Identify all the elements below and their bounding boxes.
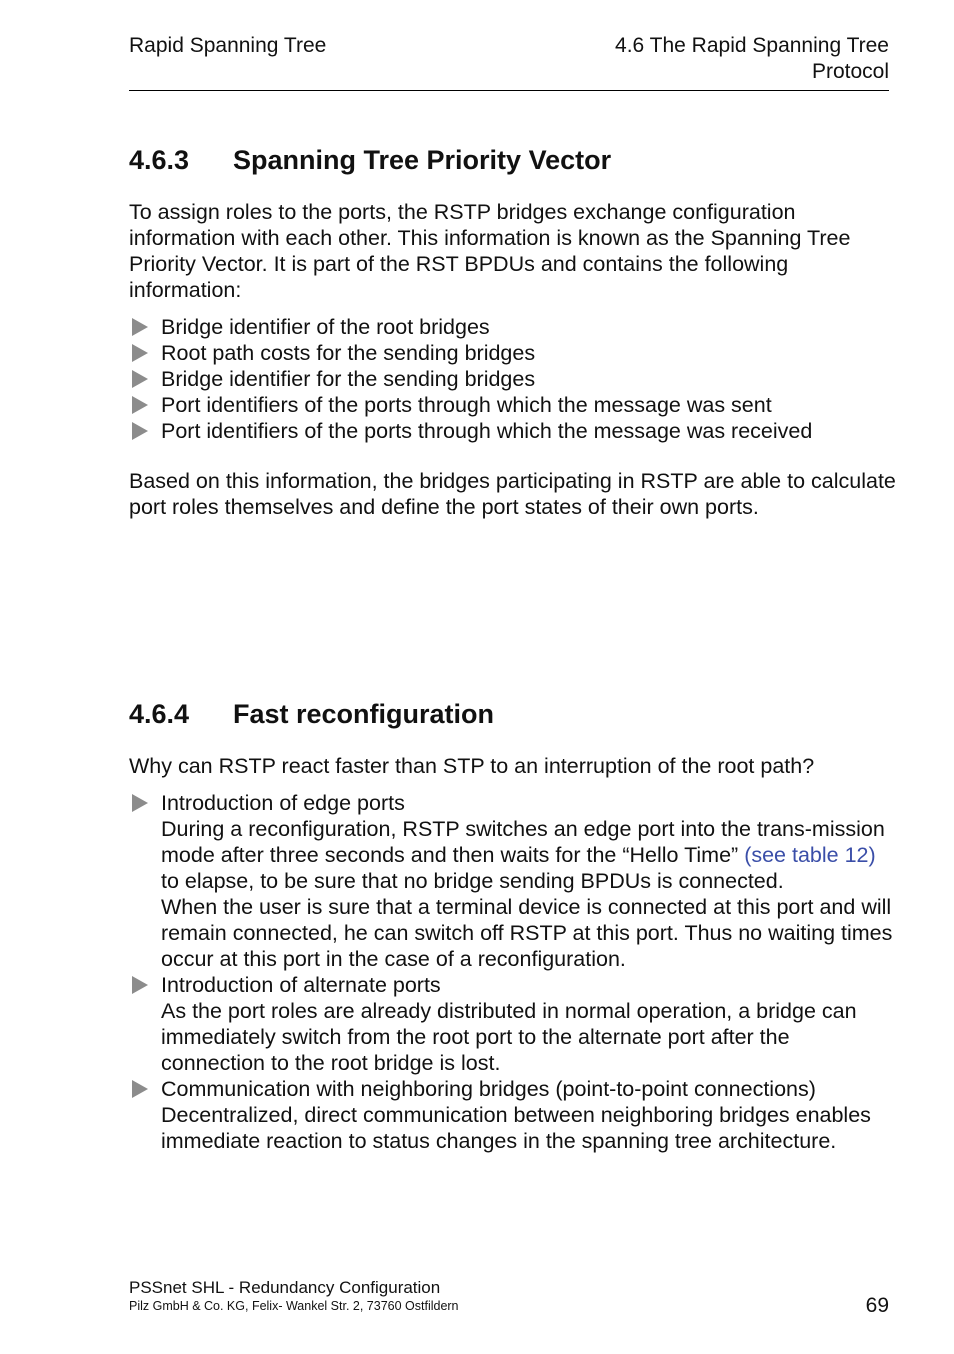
list-item-title: Introduction of edge ports [161, 791, 405, 815]
list-item-title: Introduction of alternate ports [161, 973, 441, 997]
list-item-title: Communication with neighboring bridges (point-to-point connections) [161, 1077, 816, 1101]
bullet-triangle-icon [132, 422, 148, 440]
bullet-triangle-icon [132, 318, 148, 336]
list-item: Port identifiers of the ports through which the message was received [129, 418, 899, 444]
running-header-section-line2: Protocol [811, 60, 889, 83]
bullet-triangle-icon [132, 976, 148, 994]
list-item-description: During a reconfiguration, RSTP switches an edge port into the trans-mission mode after three seconds and then waits for the “Hello Time” (see table 12) to elapse, to be sure that no bridge sending BPDUs is connected. [161, 817, 885, 893]
list-item: Bridge identifier of the root bridges [129, 314, 899, 340]
section-number: 4.6.3 [129, 145, 190, 175]
section-question-paragraph: Why can RSTP react faster than STP to an interruption of the root path? [129, 754, 815, 778]
page-number: 69 [865, 1294, 889, 1317]
footer-document-title: PSSnet SHL - Redundancy Configuration [129, 1278, 441, 1297]
list-item: Root path costs for the sending bridges [129, 340, 899, 366]
running-header-section-line1: 4.6 The Rapid Spanning Tree [615, 34, 889, 57]
list-item-description: When the user is sure that a terminal device is connected at this port and will remain connected, he can switch off RSTP at this port. Thus no waiting times occur at this port in the case of a reconfiguration. [161, 895, 893, 971]
section-title: Spanning Tree Priority Vector [233, 145, 612, 175]
bullet-triangle-icon [132, 370, 148, 388]
section-closing-paragraph: Based on this information, the bridges participating in RSTP are able to calculate port roles themselves and define the port states of their own ports. [129, 469, 896, 519]
footer-address: Pilz GmbH & Co. KG, Felix- Wankel Str. 2, 73760 Ostfildern [129, 1299, 459, 1313]
section-number: 4.6.4 [129, 699, 190, 729]
list-item: Bridge identifier for the sending bridges [129, 366, 899, 392]
fast-reconfiguration-list [129, 790, 899, 1154]
table-12-reference-link[interactable]: (see table 12) [744, 843, 876, 867]
running-header-section [615, 33, 889, 85]
section-title: Fast reconfiguration [233, 699, 495, 729]
list-item: Port identifiers of the ports through which the message was sent [129, 392, 899, 418]
running-header-chapter: Rapid Spanning Tree [129, 34, 327, 57]
bullet-triangle-icon [132, 794, 148, 812]
section-heading-4-6-4 [129, 698, 494, 730]
list-item-description: As the port roles are already distributed in normal operation, a bridge can immediately switch from the root port to the alternate port after the connection to the root bridge is lost. [161, 999, 857, 1075]
bullet-triangle-icon [132, 344, 148, 362]
bullet-triangle-icon [132, 1080, 148, 1098]
bullet-triangle-icon [132, 396, 148, 414]
list-item-description: Decentralized, direct communication between neighboring bridges enables immediate reaction to status changes in the spanning tree architecture. [161, 1103, 871, 1153]
priority-vector-list [129, 314, 899, 444]
header-divider [129, 90, 889, 91]
list-item [129, 972, 899, 1076]
section-intro-paragraph: To assign roles to the ports, the RSTP bridges exchange configuration information with each other. This information is known as the Spanning Tree Priority Vector. It is part of the RST BPDUs and contains the following information: [129, 200, 851, 302]
list-item [129, 790, 899, 972]
list-item [129, 1076, 899, 1154]
section-heading-4-6-3 [129, 144, 611, 176]
